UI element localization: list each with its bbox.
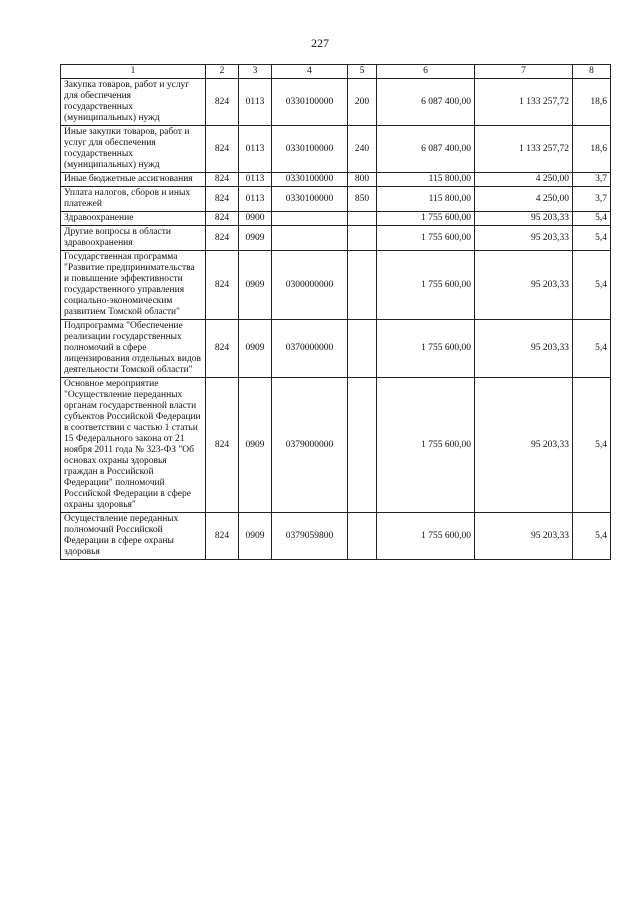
grbs-code-cell: 824: [206, 251, 239, 320]
execution-percent-cell: 18,6: [573, 126, 611, 173]
execution-percent-cell: 5,4: [573, 251, 611, 320]
expense-type-cell: [348, 378, 377, 513]
target-article-cell: [272, 212, 348, 226]
row-name-cell: Подпрограмма "Обеспечение реализации государственных полномочий в сфере лицензирования отдельных видов деятельности Томской области": [61, 320, 206, 378]
column-header: 3: [239, 65, 272, 79]
execution-percent-cell: 5,4: [573, 226, 611, 251]
expense-type-cell: [348, 212, 377, 226]
actual-amount-cell: 95 203,33: [475, 226, 573, 251]
table-row: [61, 212, 611, 226]
section-code-cell: 0113: [239, 126, 272, 173]
grbs-code-cell: 824: [206, 126, 239, 173]
table-row: [61, 320, 611, 378]
table-row: [61, 226, 611, 251]
section-code-cell: 0113: [239, 79, 272, 126]
column-header: 6: [377, 65, 475, 79]
section-code-cell: 0900: [239, 212, 272, 226]
grbs-code-cell: 824: [206, 212, 239, 226]
row-name-cell: Иные закупки товаров, работ и услуг для обеспечения государственных (муниципальных) нужд: [61, 126, 206, 173]
target-article-cell: 0370000000: [272, 320, 348, 378]
column-header: 2: [206, 65, 239, 79]
target-article-cell: 0379059800: [272, 513, 348, 560]
column-header: 8: [573, 65, 611, 79]
page-number: 227: [311, 36, 329, 50]
expense-type-cell: 200: [348, 79, 377, 126]
table-row: [61, 173, 611, 187]
row-name-cell: Здравоохранение: [61, 212, 206, 226]
header-row: [61, 65, 611, 79]
actual-amount-cell: 4 250,00: [475, 187, 573, 212]
planned-amount-cell: 1 755 600,00: [377, 226, 475, 251]
actual-amount-cell: 1 133 257,72: [475, 79, 573, 126]
grbs-code-cell: 824: [206, 513, 239, 560]
row-name-cell: Уплата налогов, сборов и иных платежей: [61, 187, 206, 212]
section-code-cell: 0909: [239, 251, 272, 320]
actual-amount-cell: 4 250,00: [475, 173, 573, 187]
execution-percent-cell: 3,7: [573, 187, 611, 212]
row-name-cell: Другие вопросы в области здравоохранения: [61, 226, 206, 251]
row-name-cell: Государственная программа "Развитие предпринимательства и повышение эффективности государственного управления социально-экономическим развитием Томской области": [61, 251, 206, 320]
grbs-code-cell: 824: [206, 226, 239, 251]
expense-type-cell: 240: [348, 126, 377, 173]
actual-amount-cell: 95 203,33: [475, 212, 573, 226]
budget-table: [60, 64, 611, 560]
column-header: 4: [272, 65, 348, 79]
actual-amount-cell: 95 203,33: [475, 513, 573, 560]
target-article-cell: 0379000000: [272, 378, 348, 513]
execution-percent-cell: 5,4: [573, 212, 611, 226]
section-code-cell: 0909: [239, 378, 272, 513]
target-article-cell: 0300000000: [272, 251, 348, 320]
planned-amount-cell: 1 755 600,00: [377, 251, 475, 320]
actual-amount-cell: 95 203,33: [475, 320, 573, 378]
grbs-code-cell: 824: [206, 173, 239, 187]
target-article-cell: 0330100000: [272, 187, 348, 212]
table-row: [61, 513, 611, 560]
column-header: 7: [475, 65, 573, 79]
expense-type-cell: [348, 251, 377, 320]
target-article-cell: 0330100000: [272, 126, 348, 173]
expense-type-cell: [348, 320, 377, 378]
planned-amount-cell: 1 755 600,00: [377, 320, 475, 378]
row-name-cell: Основное мероприятие "Осуществление переданных органам государственной власти субъектов Российской Федерации в соответствии с частью 1 статьи 15 Федерального закона от 21 ноября 2011 года № 323-ФЗ "Об основах охраны здоровья граждан в Российской Федерации" полномочий Российской Федерации в сфере охраны здоровья": [61, 378, 206, 513]
target-article-cell: [272, 226, 348, 251]
row-name-cell: Осуществление переданных полномочий Российской Федерации в сфере охраны здоровья: [61, 513, 206, 560]
expense-type-cell: [348, 226, 377, 251]
expense-type-cell: 800: [348, 173, 377, 187]
table-body: [61, 79, 611, 560]
table-row: [61, 126, 611, 173]
table-row: [61, 251, 611, 320]
actual-amount-cell: 95 203,33: [475, 378, 573, 513]
column-header: 5: [348, 65, 377, 79]
planned-amount-cell: 1 755 600,00: [377, 378, 475, 513]
expense-type-cell: [348, 513, 377, 560]
execution-percent-cell: 5,4: [573, 513, 611, 560]
planned-amount-cell: 115 800,00: [377, 187, 475, 212]
grbs-code-cell: 824: [206, 320, 239, 378]
section-code-cell: 0909: [239, 513, 272, 560]
planned-amount-cell: 6 087 400,00: [377, 79, 475, 126]
table-row: [61, 187, 611, 212]
execution-percent-cell: 3,7: [573, 173, 611, 187]
planned-amount-cell: 1 755 600,00: [377, 212, 475, 226]
section-code-cell: 0113: [239, 173, 272, 187]
expense-type-cell: 850: [348, 187, 377, 212]
planned-amount-cell: 115 800,00: [377, 173, 475, 187]
planned-amount-cell: 6 087 400,00: [377, 126, 475, 173]
actual-amount-cell: 1 133 257,72: [475, 126, 573, 173]
row-name-cell: Закупка товаров, работ и услуг для обеспечения государственных (муниципальных) нужд: [61, 79, 206, 126]
execution-percent-cell: 5,4: [573, 378, 611, 513]
section-code-cell: 0909: [239, 226, 272, 251]
execution-percent-cell: 18,6: [573, 79, 611, 126]
section-code-cell: 0909: [239, 320, 272, 378]
column-header: 1: [61, 65, 206, 79]
target-article-cell: 0330100000: [272, 79, 348, 126]
grbs-code-cell: 824: [206, 378, 239, 513]
actual-amount-cell: 95 203,33: [475, 251, 573, 320]
section-code-cell: 0113: [239, 187, 272, 212]
grbs-code-cell: 824: [206, 187, 239, 212]
planned-amount-cell: 1 755 600,00: [377, 513, 475, 560]
row-name-cell: Иные бюджетные ассигнования: [61, 173, 206, 187]
table-row: [61, 378, 611, 513]
table-row: [61, 79, 611, 126]
grbs-code-cell: 824: [206, 79, 239, 126]
execution-percent-cell: 5,4: [573, 320, 611, 378]
target-article-cell: 0330100000: [272, 173, 348, 187]
